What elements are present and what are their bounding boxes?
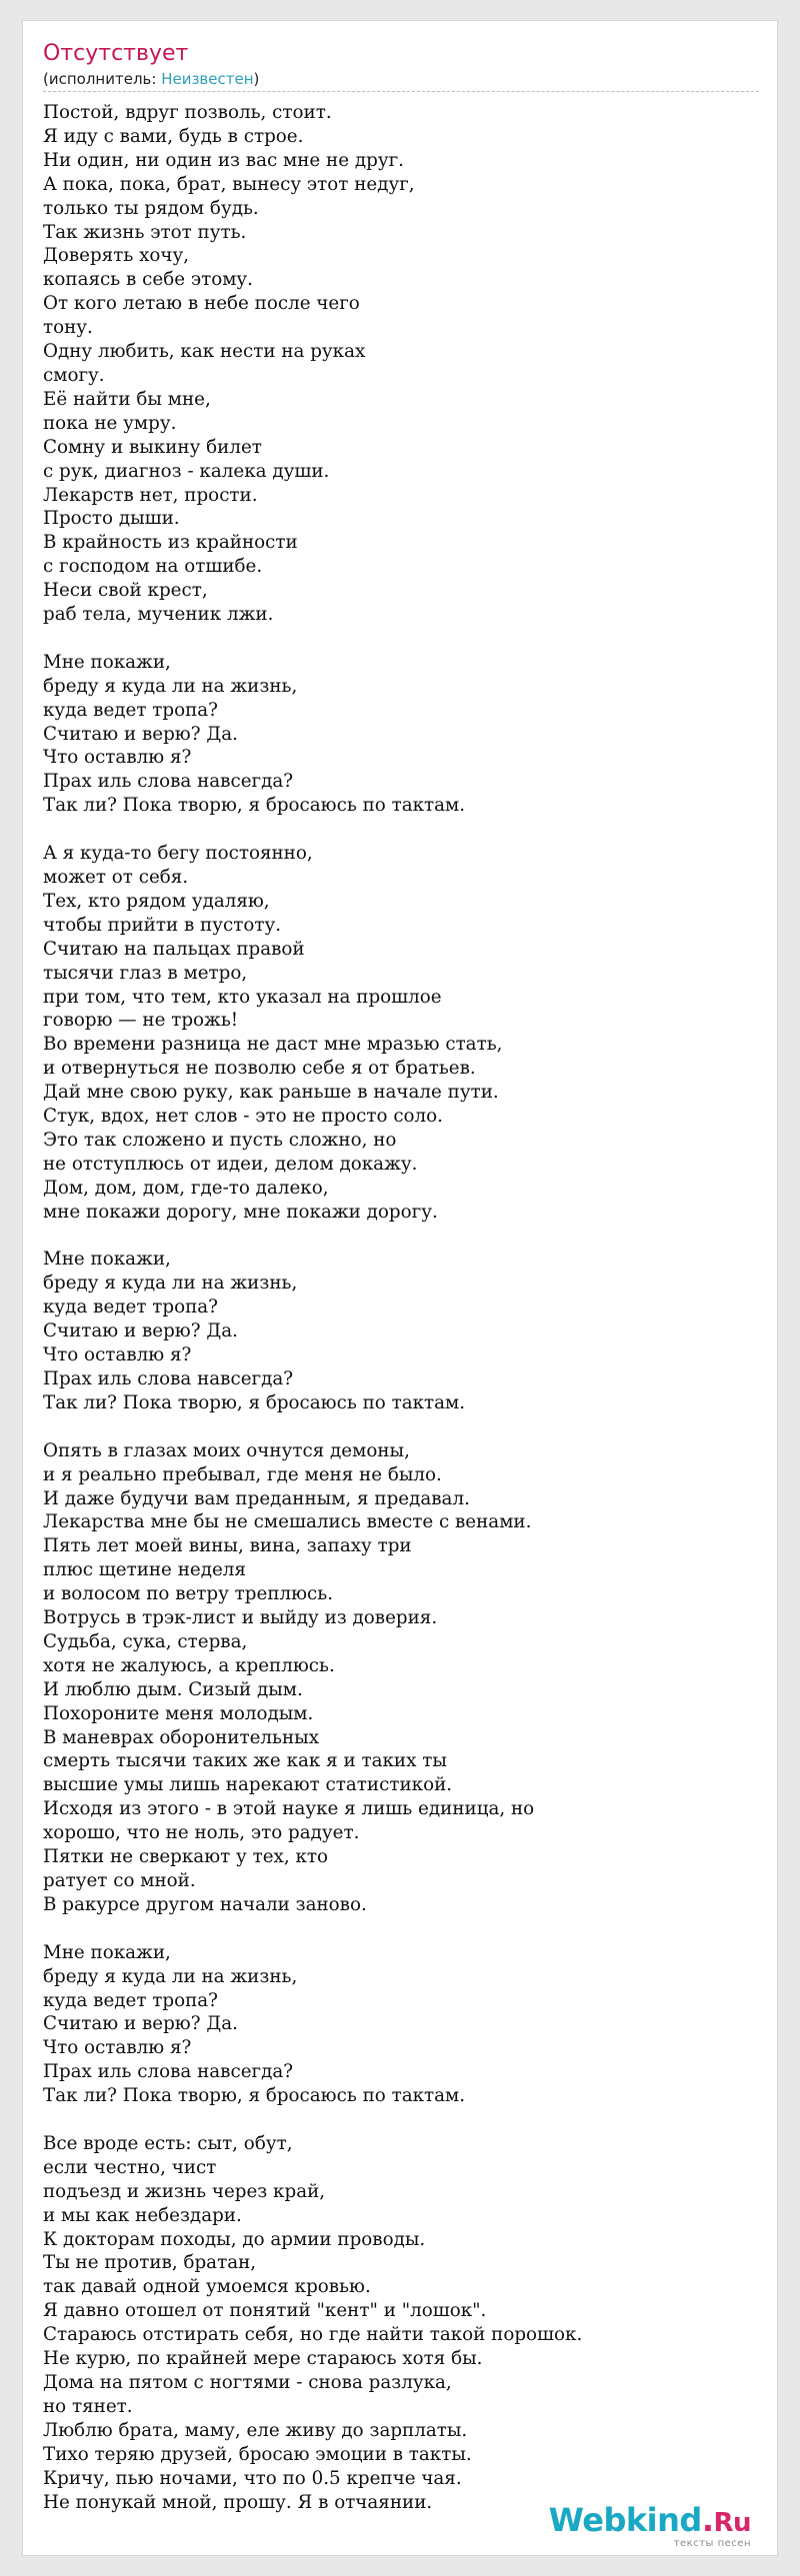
lyric-line: плюс щетине неделя <box>43 1559 246 1581</box>
lyric-line: Прах иль слова навсегда? <box>43 771 294 793</box>
lyric-line: хорошо, что не ноль, это радует. <box>43 1822 360 1844</box>
lyric-line: бреду я куда ли на жизнь, <box>43 675 298 697</box>
lyric-line: Пять лет моей вины, вина, запаху три <box>43 1535 412 1557</box>
lyric-line: Мне покажи, <box>43 651 171 673</box>
lyric-line: И люблю дым. Сизый дым. <box>43 1678 303 1700</box>
lyric-line: Тех, кто рядом удаляю, <box>43 890 270 912</box>
logo-tagline: тексты песен <box>673 2538 751 2549</box>
lyric-line: смерть тысячи таких же как я и таких ты <box>43 1750 447 1772</box>
lyric-line: Стук, вдох, нет слов - это не просто соло. <box>43 1106 443 1128</box>
lyric-line: Судьба, сука, стерва, <box>43 1630 248 1652</box>
lyric-line: копаясь в себе этому. <box>43 269 253 291</box>
lyric-line: куда ведет тропа? <box>43 1296 218 1318</box>
lyric-line: Что оставлю я? <box>43 1344 192 1366</box>
lyric-line: тону. <box>43 317 93 339</box>
lyric-line: раб тела, мученик лжи. <box>43 604 274 626</box>
lyric-line: куда ведет тропа? <box>43 1989 218 2011</box>
lyric-line: Лекарства мне бы не смешались вместе с венами. <box>43 1511 532 1533</box>
lyric-line: Что оставлю я? <box>43 747 192 769</box>
lyric-line: Вотрусь в трэк-лист и выйду из доверия. <box>43 1607 438 1629</box>
webkind-logo[interactable] <box>549 2503 751 2549</box>
lyric-line: Постой, вдруг позволь, стоит. <box>43 102 332 123</box>
lyric-line: Её найти бы мне, <box>43 388 211 410</box>
lyric-line: и мы как небездари. <box>43 2204 242 2226</box>
lyric-line: хотя не жалуюсь, а креплюсь. <box>43 1654 335 1676</box>
lyric-line: бреду я куда ли на жизнь, <box>43 1965 298 1987</box>
lyric-line: Считаю на пальцах правой <box>43 938 305 960</box>
stanza-break <box>43 627 759 651</box>
lyric-line: Тихо теряю друзей, бросаю эмоции в такты. <box>43 2443 472 2465</box>
lyric-line: Неси свой крест, <box>43 580 208 602</box>
lyric-line: В маневрах оборонительных <box>43 1726 320 1748</box>
lyric-line: с рук, диагноз - калека души. <box>43 460 330 482</box>
stanza-break <box>43 1415 759 1439</box>
lyric-line: только ты рядом будь. <box>43 197 259 219</box>
stanza-break <box>43 2108 759 2132</box>
lyric-line: В ракурсе другом начали заново. <box>43 1893 367 1915</box>
lyrics-text <box>43 101 759 2514</box>
lyric-line: пока не умру. <box>43 412 177 434</box>
logo-dot: . <box>701 2501 714 2539</box>
lyric-line: куда ведет тропа? <box>43 699 218 721</box>
lyric-line: Что оставлю я? <box>43 2037 192 2059</box>
song-title: Отсутствует <box>43 41 189 66</box>
lyrics-card <box>22 20 778 2556</box>
lyric-line: Ни один, ни один из вас мне не друг. <box>43 149 404 171</box>
lyric-line: Считаю и верю? Да. <box>43 1320 238 1342</box>
lyric-line: тысячи глаз в метро, <box>43 962 248 984</box>
lyric-line: но тянет. <box>43 2395 133 2417</box>
lyric-line: Люблю брата, маму, еле живу до зарплаты. <box>43 2419 468 2441</box>
lyric-line: К докторам походы, до армии проводы. <box>43 2228 426 2250</box>
lyric-line: говорю — не трожь! <box>43 1010 239 1032</box>
lyric-line: Я иду с вами, будь в строе. <box>43 125 304 147</box>
lyric-line: Это так сложено и пусть сложно, но <box>43 1129 397 1151</box>
lyric-line: Дом, дом, дом, где-то далеко, <box>43 1177 329 1199</box>
lyric-line: Мне покажи, <box>43 1941 171 1963</box>
lyric-line: высшие умы лишь нарекают статистикой. <box>43 1774 453 1796</box>
lyric-line: Не понукай мной, прошу. Я в отчаянии. <box>43 2491 433 2513</box>
logo-main-text: Webkind <box>548 2501 702 2539</box>
lyric-line: Стараюсь отстирать себя, но где найти такой порошок. <box>43 2324 583 2346</box>
lyric-line: Дома на пятом с ногтями - снова разлука, <box>43 2372 452 2393</box>
stanza-break <box>43 1917 759 1941</box>
artist-suffix: ) <box>253 70 260 88</box>
lyric-line: чтобы прийти в пустоту. <box>43 914 282 936</box>
lyric-line: Так жизнь этот путь. <box>43 221 247 243</box>
lyric-line: Во времени разница не даст мне мразью стать, <box>43 1034 503 1056</box>
lyric-line: Мне покажи, <box>43 1249 171 1271</box>
stanza-break <box>43 1225 759 1249</box>
lyric-line: так давай одной умоемся кровью. <box>43 2276 371 2298</box>
lyric-line: Просто дыши. <box>43 508 180 530</box>
lyric-line: и я реально пребывал, где меня не было. <box>43 1463 442 1485</box>
lyric-line: Пятки не сверкают у тех, кто <box>43 1846 329 1868</box>
lyric-line: бреду я куда ли на жизнь, <box>43 1273 298 1294</box>
lyric-line: может от себя. <box>43 866 189 888</box>
lyric-line: Я давно отошел от понятий "кент" и "лошок". <box>43 2300 487 2322</box>
lyric-line: Так ли? Пока творю, я бросаюсь по тактам. <box>43 1391 466 1413</box>
lyric-line: Так ли? Пока творю, я бросаюсь по тактам. <box>43 795 466 817</box>
lyric-line: Опять в глазах моих очнутся демоны, <box>43 1439 410 1461</box>
lyric-line: Лекарств нет, прости. <box>43 484 258 506</box>
logo-tld: Ru <box>713 2508 751 2538</box>
lyric-line: не отступлюсь от идеи, делом докажу. <box>43 1153 418 1175</box>
lyric-line: А пока, пока, брат, вынесу этот недуг, <box>43 173 415 195</box>
title-divider <box>43 91 759 92</box>
lyric-line: Кричу, пью ночами, что по 0.5 крепче чая. <box>43 2467 462 2489</box>
lyric-line: смогу. <box>43 364 105 386</box>
lyric-line: и отвернуться не позволю себе я от братьев. <box>43 1058 476 1080</box>
lyric-line: Считаю и верю? Да. <box>43 723 238 745</box>
lyric-line: И даже будучи вам преданным, я предавал. <box>43 1487 470 1509</box>
lyric-line: ратует со мной. <box>43 1870 196 1891</box>
lyric-line: А я куда-то бегу постоянно, <box>43 843 313 865</box>
lyric-line: при том, что тем, кто указал на прошлое <box>43 986 442 1008</box>
lyric-line: подъезд и жизнь через край, <box>43 2180 326 2202</box>
lyric-line: Считаю и верю? Да. <box>43 2013 238 2035</box>
lyric-line: Дай мне свою руку, как раньше в начале пути. <box>43 1082 499 1104</box>
lyric-line: мне покажи дорогу, мне покажи дорогу. <box>43 1201 438 1223</box>
lyric-line: От кого летаю в небе после чего <box>43 293 360 315</box>
lyric-line: с господом на отшибе. <box>43 556 263 578</box>
lyric-line: и волосом по ветру треплюсь. <box>43 1583 334 1605</box>
stanza-break <box>43 818 759 842</box>
artist-line <box>43 69 259 89</box>
lyric-line: если честно, чист <box>43 2156 217 2178</box>
artist-link[interactable]: Неизвестен <box>161 70 254 88</box>
lyric-line: Все вроде есть: сыт, обут, <box>43 2132 293 2154</box>
logo-wordmark <box>549 2503 751 2540</box>
lyric-line: Одну любить, как нести на руках <box>43 341 366 363</box>
lyric-line: Сомну и выкину билет <box>43 436 262 458</box>
lyric-line: Исходя из этого - в этой науке я лишь единица, но <box>43 1798 535 1820</box>
lyric-line: Прах иль слова навсегда? <box>43 2061 294 2083</box>
lyric-line: Так ли? Пока творю, я бросаюсь по тактам. <box>43 2085 466 2107</box>
lyric-line: В крайность из крайности <box>43 532 298 554</box>
lyric-line: Ты не против, братан, <box>43 2252 257 2274</box>
lyric-line: Похороните меня молодым. <box>43 1702 314 1724</box>
artist-prefix: (исполнитель: <box>43 70 162 88</box>
lyric-line: Доверять хочу, <box>43 245 190 267</box>
lyric-line: Прах иль слова навсегда? <box>43 1367 294 1389</box>
lyric-line: Не курю, по крайней мере стараюсь хотя бы. <box>43 2348 483 2370</box>
